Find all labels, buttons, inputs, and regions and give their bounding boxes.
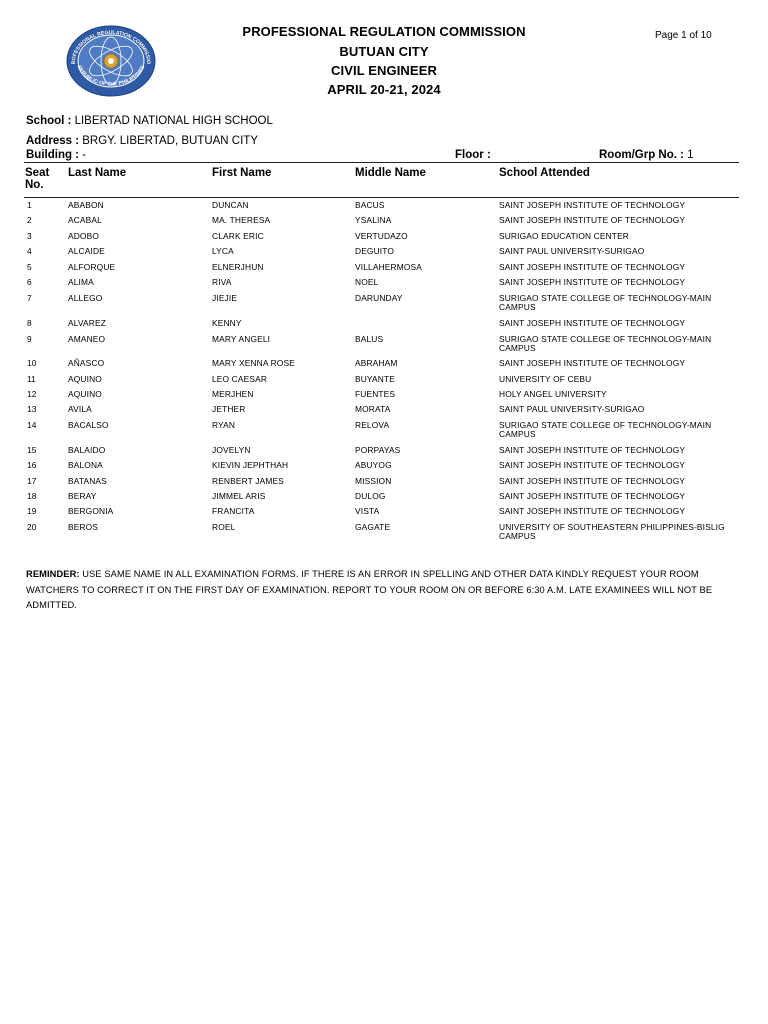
- middle-name-cell: VISTA: [355, 506, 380, 516]
- seat-no-cell: 17: [27, 476, 37, 486]
- first-name-cell: RENBERT JAMES: [212, 476, 284, 486]
- exam-title: CIVIL ENGINEER: [331, 63, 437, 78]
- school-attended-cell: SURIGAO STATE COLLEGE OF TECHNOLOGY-MAIN CAMPUS: [499, 334, 712, 354]
- first-name-cell: LYCA: [212, 246, 234, 256]
- last-name-cell: ALFORQUE: [68, 262, 116, 272]
- school-attended-cell: SAINT JOSEPH INSTITUTE OF TECHNOLOGY: [499, 358, 686, 368]
- building-line: [26, 149, 86, 161]
- first-name-cell: JETHER: [212, 404, 246, 414]
- middle-name-cell: DULOG: [355, 491, 386, 501]
- first-name-cell: DUNCAN: [212, 200, 249, 210]
- seat-no-cell: 20: [27, 522, 37, 532]
- school-attended-cell: SURIGAO EDUCATION CENTER: [499, 231, 630, 241]
- middle-name-cell: MISSION: [355, 476, 392, 486]
- middle-name-cell: BUYANTE: [355, 374, 395, 384]
- seal-ring-bottom-text: REPUBLIC OF THE PHILIPPINES: [75, 64, 147, 88]
- col-header-seat: Seat No.: [25, 167, 50, 191]
- school-attended-cell: SAINT JOSEPH INSTITUTE OF TECHNOLOGY: [499, 277, 686, 287]
- col-header-school: School Attended: [499, 167, 590, 179]
- prc-seal-logo: [66, 25, 156, 97]
- school-attended-cell: HOLY ANGEL UNIVERSITY: [499, 389, 607, 399]
- col-header-last-name: Last Name: [68, 167, 127, 179]
- last-name-cell: BATANAS: [68, 476, 107, 486]
- middle-name-cell: RELOVA: [355, 420, 390, 430]
- last-name-cell: AMANEO: [68, 334, 106, 344]
- school-attended-cell: SAINT JOSEPH INSTITUTE OF TECHNOLOGY: [499, 200, 686, 210]
- school-attended-cell: SAINT JOSEPH INSTITUTE OF TECHNOLOGY: [499, 262, 686, 272]
- floor-line: [455, 149, 491, 161]
- col-header-middle-name: Middle Name: [355, 167, 426, 179]
- school-attended-cell: SAINT PAUL UNIVERSITY-SURIGAO: [499, 404, 645, 414]
- school-attended-cell: SAINT JOSEPH INSTITUTE OF TECHNOLOGY: [499, 506, 686, 516]
- school-attended-cell: UNIVERSITY OF SOUTHEASTERN PHILIPPINES-BISLIG CAMPUS: [499, 522, 725, 542]
- last-name-cell: BALONA: [68, 460, 103, 470]
- seat-no-cell: 5: [27, 262, 32, 272]
- middle-name-cell: PORPAYAS: [355, 445, 401, 455]
- middle-name-cell: GAGATE: [355, 522, 391, 532]
- school-line: [26, 115, 273, 127]
- first-name-cell: ELNERJHUN: [212, 262, 264, 272]
- middle-name-cell: DEGUITO: [355, 246, 395, 256]
- building-value: -: [82, 149, 87, 161]
- middle-name-cell: FUENTES: [355, 389, 396, 399]
- floor-label: Floor :: [455, 149, 491, 161]
- seat-no-cell: 6: [27, 277, 32, 287]
- seat-no-cell: 15: [27, 445, 37, 455]
- school-attended-cell: SAINT JOSEPH INSTITUTE OF TECHNOLOGY: [499, 460, 686, 470]
- school-attended-cell: SURIGAO STATE COLLEGE OF TECHNOLOGY-MAIN CAMPUS: [499, 420, 712, 440]
- reminder-text: USE SAME NAME IN ALL EXAMINATION FORMS. IF THERE IS AN ERROR IN SPELLING AND OTHER DATA KINDLY REQUEST YOUR ROOM WATCHERS TO CORRECT IT ON THE FIRST DAY OF EXAMINATION. REPORT TO YOUR ROOM ON OR BEFORE 6:30 A.M. LATE EXAMINEES WILL NOT BE ADMITTED.: [26, 569, 713, 610]
- address-line: [26, 135, 258, 147]
- reminder-note: [26, 567, 741, 614]
- last-name-cell: BALAIDO: [68, 445, 106, 455]
- school-attended-cell: SAINT JOSEPH INSTITUTE OF TECHNOLOGY: [499, 318, 686, 328]
- first-name-cell: MA. THERESA: [212, 215, 271, 225]
- middle-name-cell: ABRAHAM: [355, 358, 398, 368]
- address-value: BRGY. LIBERTAD, BUTUAN CITY: [82, 135, 258, 147]
- first-name-cell: KENNY: [212, 318, 242, 328]
- first-name-cell: MARY XENNA ROSE: [212, 358, 295, 368]
- school-attended-cell: SAINT JOSEPH INSTITUTE OF TECHNOLOGY: [499, 215, 686, 225]
- last-name-cell: AVILA: [68, 404, 92, 414]
- middle-name-cell: DARUNDAY: [355, 293, 403, 303]
- first-name-cell: LEO CAESAR: [212, 374, 268, 384]
- seat-no-cell: 2: [27, 215, 32, 225]
- first-name-cell: JIEJIE: [212, 293, 238, 303]
- last-name-cell: ACABAL: [68, 215, 102, 225]
- first-name-cell: MARY ANGELI: [212, 334, 271, 344]
- room-value: 1: [687, 149, 694, 161]
- middle-name-cell: MORATA: [355, 404, 391, 414]
- reminder-label: REMINDER:: [26, 569, 80, 579]
- first-name-cell: FRANCITA: [212, 506, 255, 516]
- seat-no-cell: 11: [27, 374, 36, 384]
- middle-name-cell: VERTUDAZO: [355, 231, 408, 241]
- city-title: BUTUAN CITY: [339, 44, 429, 59]
- seat-no-cell: 10: [27, 358, 37, 368]
- first-name-cell: CLARK ERIC: [212, 231, 264, 241]
- school-attended-cell: SURIGAO STATE COLLEGE OF TECHNOLOGY-MAIN CAMPUS: [499, 293, 712, 313]
- last-name-cell: AQUINO: [68, 374, 102, 384]
- exam-date: APRIL 20-21, 2024: [327, 82, 441, 97]
- middle-name-cell: BALUS: [355, 334, 384, 344]
- address-label: Address :: [26, 135, 80, 147]
- seat-no-cell: 16: [27, 460, 37, 470]
- room-label: Room/Grp No. :: [599, 149, 684, 161]
- last-name-cell: ADOBO: [68, 231, 99, 241]
- col-header-first-name: First Name: [212, 167, 272, 179]
- seat-no-cell: 4: [27, 246, 32, 256]
- last-name-cell: BERAY: [68, 491, 97, 501]
- school-attended-cell: SAINT JOSEPH INSTITUTE OF TECHNOLOGY: [499, 445, 686, 455]
- last-name-cell: ALLEGO: [68, 293, 103, 303]
- middle-name-cell: ABUYOG: [355, 460, 392, 470]
- first-name-cell: JOVELYN: [212, 445, 251, 455]
- seat-no-cell: 1: [27, 200, 32, 210]
- school-attended-cell: SAINT JOSEPH INSTITUTE OF TECHNOLOGY: [499, 476, 686, 486]
- seat-no-cell: 13: [27, 404, 37, 414]
- last-name-cell: ALVAREZ: [68, 318, 106, 328]
- school-value: LIBERTAD NATIONAL HIGH SCHOOL: [74, 115, 273, 127]
- building-label: Building :: [26, 149, 80, 161]
- first-name-cell: ROEL: [212, 522, 236, 532]
- first-name-cell: RYAN: [212, 420, 236, 430]
- middle-name-cell: NOEL: [355, 277, 379, 287]
- seal-ring-top-text: ROFESSIONAL REGULATION COMMISSIO: [70, 29, 152, 65]
- page-number: Page 1 of 10: [655, 30, 712, 41]
- first-name-cell: MERJHEN: [212, 389, 254, 399]
- last-name-cell: BERGONIA: [68, 506, 114, 516]
- school-attended-cell: SAINT PAUL UNIVERSITY-SURIGAO: [499, 246, 645, 256]
- last-name-cell: ALIMA: [68, 277, 94, 287]
- seat-no-cell: 19: [27, 506, 37, 516]
- table-top-rule: [24, 162, 739, 163]
- school-label: School :: [26, 115, 72, 127]
- seat-no-cell: 18: [27, 491, 37, 501]
- middle-name-cell: VILLAHERMOSA: [355, 262, 422, 272]
- school-attended-cell: UNIVERSITY OF CEBU: [499, 374, 592, 384]
- table-header-rule: [24, 197, 739, 198]
- seat-no-cell: 12: [27, 389, 37, 399]
- seat-no-cell: 8: [27, 318, 32, 328]
- last-name-cell: BEROS: [68, 522, 99, 532]
- seat-no-cell: 9: [27, 334, 32, 344]
- seat-no-cell: 14: [27, 420, 37, 430]
- last-name-cell: AQUINO: [68, 389, 102, 399]
- seat-no-cell: 7: [27, 293, 32, 303]
- first-name-cell: KIEVIN JEPHTHAH: [212, 460, 289, 470]
- last-name-cell: AÑASCO: [68, 358, 105, 368]
- school-attended-cell: SAINT JOSEPH INSTITUTE OF TECHNOLOGY: [499, 491, 686, 501]
- middle-name-cell: YSALINA: [355, 215, 392, 225]
- org-title: PROFESSIONAL REGULATION COMMISSION: [242, 24, 526, 39]
- seat-no-cell: 3: [27, 231, 32, 241]
- last-name-cell: ALCAIDE: [68, 246, 105, 256]
- first-name-cell: RIVA: [212, 277, 232, 287]
- last-name-cell: BACALSO: [68, 420, 109, 430]
- room-line: [599, 149, 694, 161]
- last-name-cell: ABABON: [68, 200, 104, 210]
- first-name-cell: JIMMEL ARIS: [212, 491, 266, 501]
- middle-name-cell: BACUS: [355, 200, 385, 210]
